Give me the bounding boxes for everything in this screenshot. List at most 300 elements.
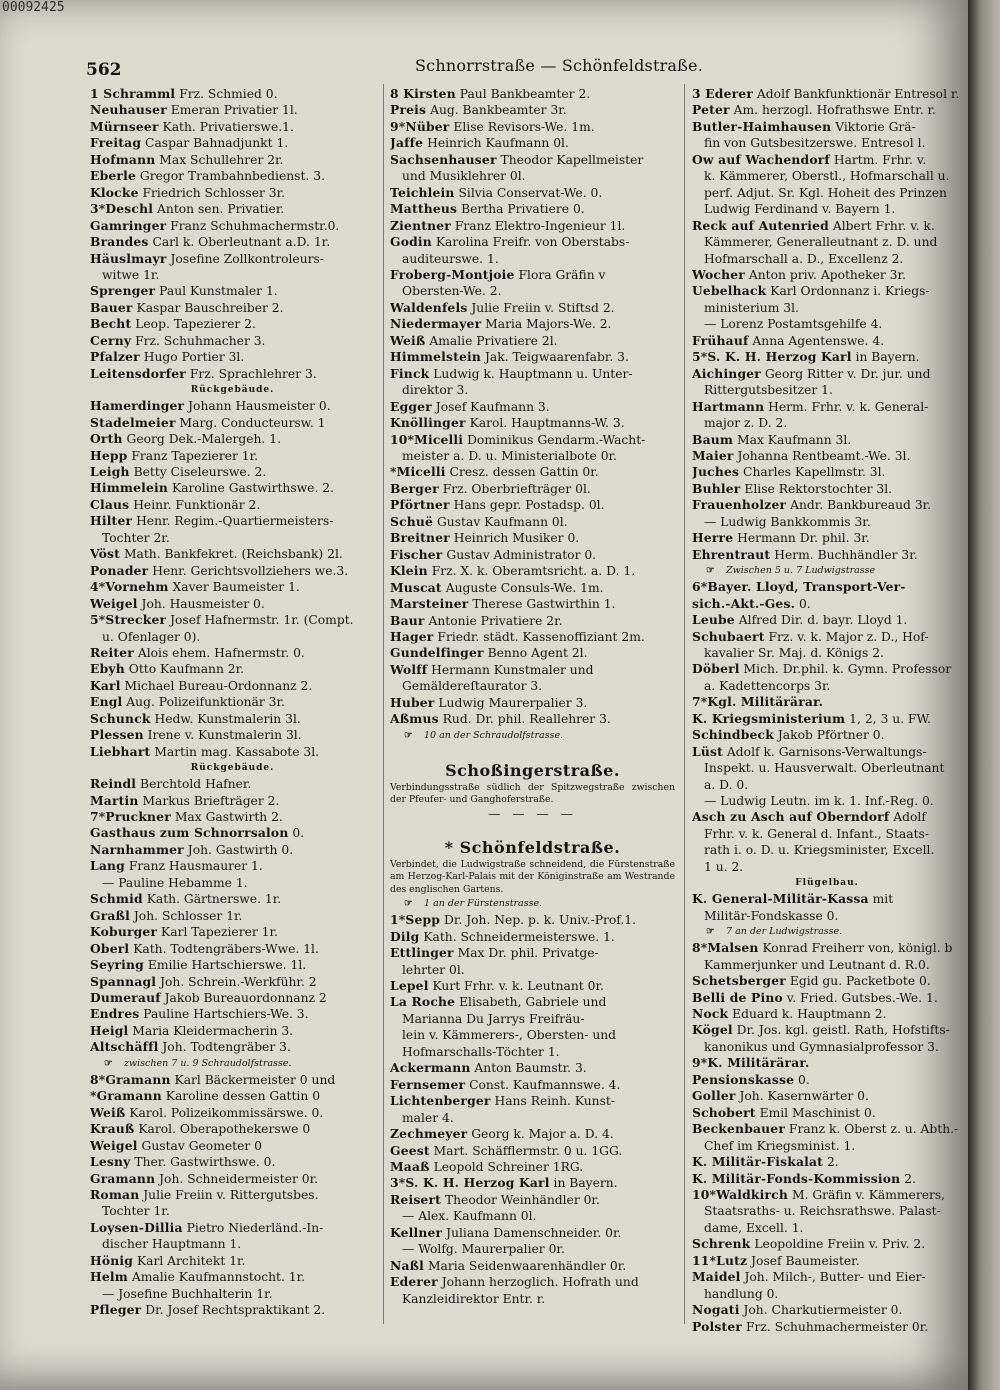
- entry-name: Aichinger: [692, 365, 761, 381]
- entry-name: Brandes: [90, 234, 149, 250]
- directory-entry: [90, 349, 375, 365]
- directory-entry: [390, 218, 675, 234]
- entry-detail: Am. herzogl. Hofrathswe Entr. r.: [729, 103, 936, 118]
- entry-name: Hofmann: [90, 151, 156, 167]
- entry-continuation: fin von Gutsbesitzerswe. Entresol l.: [704, 136, 926, 151]
- entry-name: Maaß: [390, 1158, 430, 1174]
- entry-name: Uebelhack: [692, 283, 767, 299]
- directory-entry: [390, 695, 675, 711]
- directory-entry: [90, 645, 375, 661]
- directory-entry: [90, 1006, 375, 1022]
- entry-detail: Joh. Milch-, Butter- und Eier-: [740, 1270, 926, 1285]
- entry-detail: Marg. Conducteursw. 1: [175, 415, 326, 430]
- directory-entry: [692, 1319, 962, 1335]
- entry-continuation: Gemäldereſtaurator 3.: [402, 679, 543, 694]
- directory-entry: [390, 1060, 675, 1076]
- directory-entry: [390, 234, 675, 250]
- entry-name: Liebhart: [90, 743, 151, 759]
- entry-detail: Karl Bäckermeister 0 und: [170, 1072, 336, 1087]
- entry-detail: Johanna Rentbeamt.-We. 3l.: [733, 448, 911, 463]
- entry-name: 3*Deschl: [90, 201, 154, 217]
- directory-entry: [692, 399, 962, 415]
- directory-entry: [390, 596, 675, 612]
- entry-name: Kellner: [390, 1224, 443, 1240]
- entry-continuation: perf. Adjut. Sr. Kgl. Hoheit des Prinzen: [704, 185, 947, 200]
- directory-entry: [90, 793, 375, 809]
- entry-detail: Xaver Baumeister 1.: [168, 580, 300, 595]
- entry-detail: Hans gepr. Postadsp. 0l.: [449, 498, 605, 513]
- entry-name: K. General-Militär-Kassa: [692, 891, 869, 907]
- directory-entry: [390, 711, 675, 727]
- directory-entry: [692, 464, 962, 480]
- directory-entry: [90, 497, 375, 513]
- entry-name: Fernsemer: [390, 1076, 466, 1092]
- directory-entry: [90, 1220, 375, 1236]
- entry-detail: Albert Frhr. v. k.: [828, 218, 935, 233]
- directory-entry: [692, 481, 962, 497]
- entry-detail: Betty Ciseleurswe. 2.: [129, 464, 267, 479]
- entry-name: Plessen: [90, 727, 144, 743]
- entry-continuation: Rittergutsbesitzer 1.: [704, 383, 833, 398]
- entry-detail: Amalie Privatiere 2l.: [425, 333, 558, 348]
- entry-continuation: maler 4.: [402, 1110, 454, 1125]
- directory-entry: [90, 1088, 375, 1104]
- entry-detail: Josef Kaufmann 3.: [431, 399, 550, 414]
- entry-detail: Max Dr. phil. Privatge-: [453, 946, 599, 961]
- entry-name: Ederer: [390, 1274, 438, 1290]
- entry-name: Sachsenhauser: [390, 151, 497, 167]
- directory-entry: [90, 563, 375, 579]
- entry-detail: Emeran Privatier 1l.: [166, 103, 298, 118]
- directory-entry: [90, 908, 375, 924]
- entry-name: Hartmann: [692, 398, 765, 414]
- directory-entry: [90, 678, 375, 694]
- directory-entry: [692, 1269, 962, 1285]
- entry-name: Cerny: [90, 332, 132, 348]
- directory-entry: [90, 776, 375, 792]
- entry-detail: Leopoldine Freiin v. Priv. 2.: [750, 1237, 926, 1252]
- entry-name: Weigel: [90, 595, 138, 611]
- entry-name: Schuë: [390, 513, 434, 529]
- directory-entry: [390, 432, 675, 448]
- entry-detail: Dr. Joh. Nep. p. k. Univ.-Prof.1.: [440, 913, 637, 928]
- entry-detail: Franz k. Oberst z. u. Abth.-: [785, 1122, 959, 1137]
- directory-entry: [390, 86, 675, 102]
- entry-name: Leigh: [90, 463, 130, 479]
- directory-entry: [692, 1006, 962, 1022]
- entry-detail: Carl k. Oberleutnant a.D. 1r.: [148, 235, 331, 250]
- entry-detail: Elise Rektorstochter 3l.: [740, 481, 893, 496]
- entry-detail: Karoline dessen Gattin 0: [161, 1089, 321, 1104]
- entry-detail: Maria Majors-We. 2.: [481, 317, 612, 332]
- entry-name: Karl: [90, 677, 121, 693]
- cross-street-note: [390, 896, 675, 912]
- directory-entry: [390, 349, 675, 365]
- directory-entry: [390, 629, 675, 645]
- spacer: [390, 821, 675, 831]
- directory-entry: [90, 464, 375, 480]
- entry-detail: Joh. Todtengräber 3.: [158, 1040, 291, 1055]
- cross-street-text: 7 an der Ludwigstrasse.: [726, 926, 843, 938]
- entry-continuation: a. Kadettencorps 3r.: [704, 678, 831, 693]
- entry-name: Lang: [90, 858, 125, 874]
- entry-detail: Karoline Gastwirthswe. 2.: [168, 481, 334, 496]
- entry-detail: Max Gastwirth 2.: [170, 810, 283, 825]
- entry-name: 8 Kirsten: [390, 86, 456, 101]
- entry-name: Martin: [90, 792, 139, 808]
- entry-name: Pensionskasse: [692, 1071, 795, 1087]
- entry-name: K. Kriegsministerium: [692, 710, 846, 726]
- entry-detail: Irene v. Kunstmalerin 3l.: [143, 728, 302, 743]
- directory-entry: [90, 448, 375, 464]
- directory-entry: [90, 694, 375, 710]
- entry-detail: Adolf k. Garnisons-Verwaltungs-: [723, 744, 927, 759]
- entry-continuation: kavalier Sr. Maj. d. Königs 2.: [704, 645, 884, 660]
- entry-name: Heigl: [90, 1022, 129, 1038]
- directory-entry: [390, 929, 675, 945]
- entry-continuation: kanonikus und Gymnasialprofessor 3.: [704, 1039, 939, 1054]
- entry-continuation: discher Hauptmann 1.: [102, 1237, 242, 1252]
- entry-name: Becht: [90, 316, 132, 332]
- entry-name: Vöst: [90, 546, 121, 562]
- directory-entry: [90, 1253, 375, 1269]
- directory-entry: [90, 1302, 375, 1318]
- directory-entry: [692, 152, 962, 168]
- entry-continuation: Ludwig Ferdinand v. Bayern 1.: [704, 202, 896, 217]
- entry-detail: Paul Kunstmaler 1.: [155, 284, 278, 299]
- entry-name: *Gramann: [90, 1088, 162, 1104]
- entry-continuation: u. Ofenlager 0).: [102, 629, 201, 644]
- entry-detail: Friedrich Schlosser 3r.: [138, 185, 286, 200]
- directory-entry: [90, 825, 375, 841]
- entry-detail: Jak. Teigwaarenfabr. 3.: [481, 350, 629, 365]
- entry-detail: Paul Bankbeamter 2.: [455, 87, 591, 101]
- directory-entry: [692, 1121, 962, 1137]
- entry-name: 8*Gramann: [90, 1071, 171, 1087]
- entry-continuation: direktor 3.: [402, 383, 469, 398]
- directory-entry: [692, 432, 962, 448]
- street-description: Verbindet, die Ludwigstraße schneidend, die Fürstenstraße am Herzog-Karl-Palais mit der Königinstraße am Westrande des englischen Gartens.: [390, 858, 675, 895]
- directory-entry: [90, 201, 375, 217]
- directory-entry: [90, 234, 375, 250]
- entry-detail: Ludwig Maurerpalier 3.: [434, 695, 588, 710]
- entry-name: Claus: [90, 496, 130, 512]
- entry-detail: Anton Baumstr. 3.: [470, 1061, 587, 1076]
- entry-name: Nogati: [692, 1302, 740, 1318]
- pointing-hand-icon: ☞: [706, 926, 715, 938]
- directory-entry: [90, 366, 375, 382]
- entry-name: Marsteiner: [390, 596, 469, 612]
- directory-entry: [390, 201, 675, 217]
- entry-detail: Georg Ritter v. Dr. jur. und: [760, 366, 931, 381]
- entry-detail: 0.: [795, 596, 811, 611]
- entry-detail: Franz Elektro-Ingenieur 1l.: [450, 218, 626, 233]
- entry-name: 5*Strecker: [90, 612, 167, 628]
- running-head: Schnorrstraße — Schönfeldstraße.: [415, 56, 704, 75]
- street-description: Verbindungsstraße südlich der Spitzwegstraße zwischen der Pfeufer- und Ganghoferstraße.: [390, 781, 675, 806]
- directory-entry: [90, 858, 375, 874]
- page-number: 562: [86, 60, 122, 80]
- entry-continuation: witwe 1r.: [102, 267, 160, 282]
- entry-name: Gramann: [90, 1170, 156, 1186]
- entry-continuation: major z. D. 2.: [704, 416, 788, 431]
- entry-detail: Konrad Freiherr von, königl. b: [758, 941, 953, 956]
- entry-name: 6*Bayer. Lloyd, Transport-Ver-: [692, 579, 906, 595]
- entry-name: Breitner: [390, 530, 450, 546]
- column-rule: [383, 84, 384, 1324]
- directory-entry: [90, 957, 375, 973]
- cross-street-text: 1 an der Fürstenstrasse.: [424, 898, 543, 910]
- entry-detail: Frz. X. k. Oberamtsricht. a. D. 1.: [427, 564, 636, 579]
- entry-name: Dumerauf: [90, 990, 161, 1006]
- binding-edge: [968, 0, 1000, 1390]
- entry-name: Asch zu Asch auf Oberndorf: [692, 809, 890, 825]
- entry-name: Mattheus: [390, 201, 458, 217]
- directory-entry: [90, 941, 375, 957]
- entry-detail: Math. Bankfekret. (Reichsbank) 2l.: [120, 547, 343, 562]
- entry-name: K. Militär-Fonds-Kommission: [692, 1170, 901, 1186]
- directory-entry: [90, 333, 375, 349]
- entry-name: Zechmeyer: [390, 1126, 468, 1142]
- entry-detail: Auguste Consuls-We. 1m.: [441, 580, 604, 595]
- entry-name: Fischer: [390, 546, 443, 562]
- directory-entry: [90, 1105, 375, 1121]
- entry-detail: Maria Seidenwaarenhändler 0r.: [424, 1258, 627, 1273]
- entry-detail: Anton priv. Apotheker 3r.: [744, 267, 906, 282]
- entry-name: Herre: [692, 530, 734, 546]
- directory-entry: [692, 891, 962, 907]
- entry-detail: Georg k. Major a. D. 4.: [467, 1127, 614, 1142]
- entry-name: Wocher: [692, 266, 745, 282]
- entry-detail: Emil Maschinist 0.: [755, 1105, 876, 1120]
- entry-name: Freitag: [90, 135, 142, 151]
- entry-name: Koburger: [90, 924, 158, 940]
- entry-name: Baum: [692, 431, 734, 447]
- directory-entry: [90, 86, 375, 102]
- entry-name: Dilg: [390, 928, 420, 944]
- entry-name: Altschäffl: [90, 1039, 159, 1055]
- pointing-hand-icon: ☞: [706, 565, 715, 577]
- entry-name: Juches: [692, 464, 740, 480]
- entry-detail: Aug. Polizeifunktionär 3r.: [122, 695, 285, 710]
- directory-entry: [390, 366, 675, 382]
- directory-entry: [90, 612, 375, 628]
- entry-continuation: — Ludwig Leutn. im k. 1. Inf.-Reg. 0.: [704, 794, 934, 809]
- entry-continuation: Kanzleidirektor Entr. r.: [402, 1291, 546, 1306]
- pointing-hand-icon: ☞: [404, 729, 413, 741]
- entry-name: Kögel: [692, 1022, 733, 1038]
- entry-detail: Andr. Bankbureaud 3r.: [786, 498, 932, 513]
- entry-detail: Emilie Hartschierswe. 1l.: [143, 958, 307, 973]
- entry-detail: Franz Tapezierer 1r.: [127, 448, 259, 463]
- directory-entry: [390, 119, 675, 135]
- entry-name: Schrenk: [692, 1236, 751, 1252]
- entry-detail: Gustav Geometer 0: [137, 1138, 262, 1153]
- entry-detail: in Bayern.: [549, 1176, 618, 1191]
- entry-name: Pförtner: [390, 497, 450, 513]
- entry-name: Polster: [692, 1318, 743, 1334]
- entry-name: 11*Lutz: [692, 1252, 748, 1268]
- entry-name: Eberle: [90, 168, 136, 184]
- directory-entry: [692, 744, 962, 760]
- entry-name: Leitensdorfer: [90, 365, 186, 381]
- entry-detail: Theodor Kapellmeister: [496, 152, 644, 167]
- entry-name: Stadelmeier: [90, 414, 176, 430]
- entry-name: 5*S. K. H. Herzog Karl: [692, 349, 852, 365]
- directory-entry: [390, 152, 675, 168]
- entry-name: Froberg-Montjoie: [390, 266, 515, 282]
- directory-entry: [692, 366, 962, 382]
- directory-entry: [90, 480, 375, 496]
- entry-name: Preis: [390, 102, 427, 118]
- entry-continuation: k. Kämmerer, Oberstl., Hofmarschall u.: [704, 169, 950, 184]
- entry-name: Hönig: [90, 1252, 134, 1268]
- directory-entry: [692, 1105, 962, 1121]
- directory-entry: [90, 1154, 375, 1170]
- directory-entry: [390, 580, 675, 596]
- entry-name: Häuslmayr: [90, 250, 167, 266]
- directory-entry: [90, 1121, 375, 1137]
- directory-entry: [692, 1055, 962, 1071]
- entry-name: Hager: [390, 628, 434, 644]
- entry-name: Muscat: [390, 579, 442, 595]
- entry-detail: Frz. v. k. Major z. D., Hof-: [764, 629, 929, 644]
- directory-entry: [90, 842, 375, 858]
- entry-detail: Joh. Hausmeister 0.: [137, 596, 265, 611]
- entry-name: Peter: [692, 102, 730, 118]
- entry-name: Seyring: [90, 957, 144, 973]
- entry-name: Himmelein: [90, 480, 169, 496]
- directory-entry: [390, 645, 675, 661]
- entry-continuation: Obersten-We. 2.: [402, 284, 502, 299]
- directory-entry: [692, 86, 962, 102]
- directory-entry: [692, 1302, 962, 1318]
- directory-entry: [390, 1093, 675, 1109]
- entry-detail: Heinrich Kaufmann 0l.: [423, 136, 569, 151]
- entry-name: Teichlein: [390, 184, 455, 200]
- directory-entry: [90, 218, 375, 234]
- entry-detail: Georg Dek.-Malergeh. 1.: [122, 432, 281, 447]
- entry-name: Beckenbauer: [692, 1121, 785, 1137]
- entry-name: Bauer: [90, 299, 133, 315]
- column-1: [90, 86, 375, 1319]
- entry-detail: Jakob Pförtner 0.: [773, 728, 885, 743]
- entry-detail: Frz. Schmied 0.: [175, 87, 278, 101]
- entry-name: Finck: [390, 365, 430, 381]
- entry-detail: Dr. Jos. kgl. geistl. Rath, Hofstifts-: [732, 1023, 950, 1038]
- entry-detail: Johann Hausmeister 0.: [184, 399, 331, 414]
- entry-detail: M. Gräfin v. Kämmerers,: [788, 1188, 946, 1202]
- directory-entry: [692, 102, 962, 118]
- entry-continuation: Tochter 2r.: [102, 530, 170, 545]
- directory-entry: [90, 119, 375, 135]
- directory-entry: [390, 912, 675, 928]
- entry-continuation: ministerium 3l.: [704, 300, 799, 315]
- directory-entry: [692, 1088, 962, 1104]
- entry-name: Buhler: [692, 480, 741, 496]
- entry-detail: 1, 2, 3 u. FW.: [845, 711, 931, 726]
- entry-name: Jaffe: [390, 135, 424, 151]
- entry-detail: Otto Kaufmann 2r.: [124, 662, 245, 677]
- directory-entry: [390, 333, 675, 349]
- entry-name: Aßmus: [390, 711, 439, 727]
- entry-detail: Frz. Sprachlehrer 3.: [185, 366, 317, 381]
- entry-detail: Franz Schuhmachermstr.0.: [166, 218, 340, 233]
- entry-detail: Dr. Josef Rechtspraktikant 2.: [141, 1303, 326, 1318]
- cross-street-note: [90, 1056, 375, 1072]
- entry-name: Geest: [390, 1142, 430, 1158]
- entry-detail: Elisabeth, Gabriele und: [455, 995, 607, 1010]
- entry-continuation: lein v. Kämmerers-, Obersten- und: [402, 1028, 617, 1043]
- entry-name: Knöllinger: [390, 415, 466, 431]
- entry-detail: Joh. Gastwirth 0.: [183, 842, 294, 857]
- entry-detail: Josef Hafnermstr. 1r. (Compt.: [166, 613, 354, 628]
- entry-detail: Flora Gräfin v: [514, 267, 606, 282]
- entry-detail: v. Fried. Gutsbes.-We. 1.: [782, 990, 938, 1005]
- entry-name: Schobert: [692, 1104, 756, 1120]
- entry-detail: Pietro Niederländ.-In-: [182, 1220, 324, 1235]
- entry-name: Schindbeck: [692, 727, 774, 743]
- entry-detail: Ludwig k. Hauptmann u. Unter-: [429, 366, 633, 381]
- entry-name: Himmelstein: [390, 349, 482, 365]
- entry-name: Neuhauser: [90, 102, 167, 118]
- directory-entry: [692, 1154, 962, 1170]
- entry-detail: Josef Baumeister.: [747, 1253, 860, 1268]
- directory-entry: [390, 135, 675, 151]
- entry-continuation: Frhr. v. k. General d. Infant., Staats-: [704, 826, 929, 841]
- entry-name: Hepp: [90, 447, 128, 463]
- entry-detail: Johann herzoglich. Hofrath und: [437, 1275, 639, 1290]
- entry-name: 9*Nüber: [390, 118, 450, 134]
- entry-name: K. Militär-Fiskalat: [692, 1154, 824, 1170]
- entry-detail: Anton sen. Privatier.: [153, 202, 285, 217]
- entry-name: Ehrentraut: [692, 546, 771, 562]
- entry-name: Waldenfels: [390, 299, 468, 315]
- directory-entry: [692, 333, 962, 349]
- entry-name: Gamringer: [90, 217, 167, 233]
- entry-name: Oberl: [90, 940, 130, 956]
- directory-entry: [692, 940, 962, 956]
- directory-entry: [692, 267, 962, 283]
- directory-entry: [692, 530, 962, 546]
- entry-detail: Gregor Trambahnbedienst. 3.: [135, 169, 325, 184]
- directory-entry: [90, 283, 375, 299]
- directory-entry: [90, 300, 375, 316]
- entry-name: 9*K. Militärärar.: [692, 1055, 810, 1071]
- entry-detail: Juliana Damenschneider. 0r.: [442, 1225, 622, 1240]
- entry-detail: Alois ehem. Hafnermstr. 0.: [133, 645, 305, 660]
- column-rule: [684, 84, 685, 1324]
- directory-entry: [390, 1159, 675, 1175]
- entry-detail: in Bayern.: [851, 350, 920, 365]
- entry-continuation: — Josefine Buchhalterin 1r.: [102, 1286, 273, 1301]
- entry-continuation: Hofmarschall a. D., Excellenz 2.: [704, 251, 904, 266]
- entry-continuation: meister a. D. u. Ministerialbote 0r.: [402, 448, 617, 463]
- entry-name: Klein: [390, 563, 428, 579]
- entry-detail: Joh. Schrein.-Werkführ. 2: [156, 974, 317, 989]
- directory-entry: [390, 267, 675, 283]
- directory-entry: [390, 662, 675, 678]
- entry-continuation: 1 u. 2.: [704, 859, 744, 874]
- pointing-hand-icon: ☞: [404, 898, 413, 910]
- entry-name: Ettlinger: [390, 945, 454, 961]
- cross-street-note: [692, 924, 962, 940]
- directory-entry: [692, 1171, 962, 1187]
- entry-name: 7*Pruckner: [90, 809, 171, 825]
- directory-entry: [90, 1072, 375, 1088]
- entry-continuation: Staatsraths- u. Reichsrathswe. Palast-: [704, 1204, 941, 1219]
- entry-name: Krauß: [90, 1121, 135, 1137]
